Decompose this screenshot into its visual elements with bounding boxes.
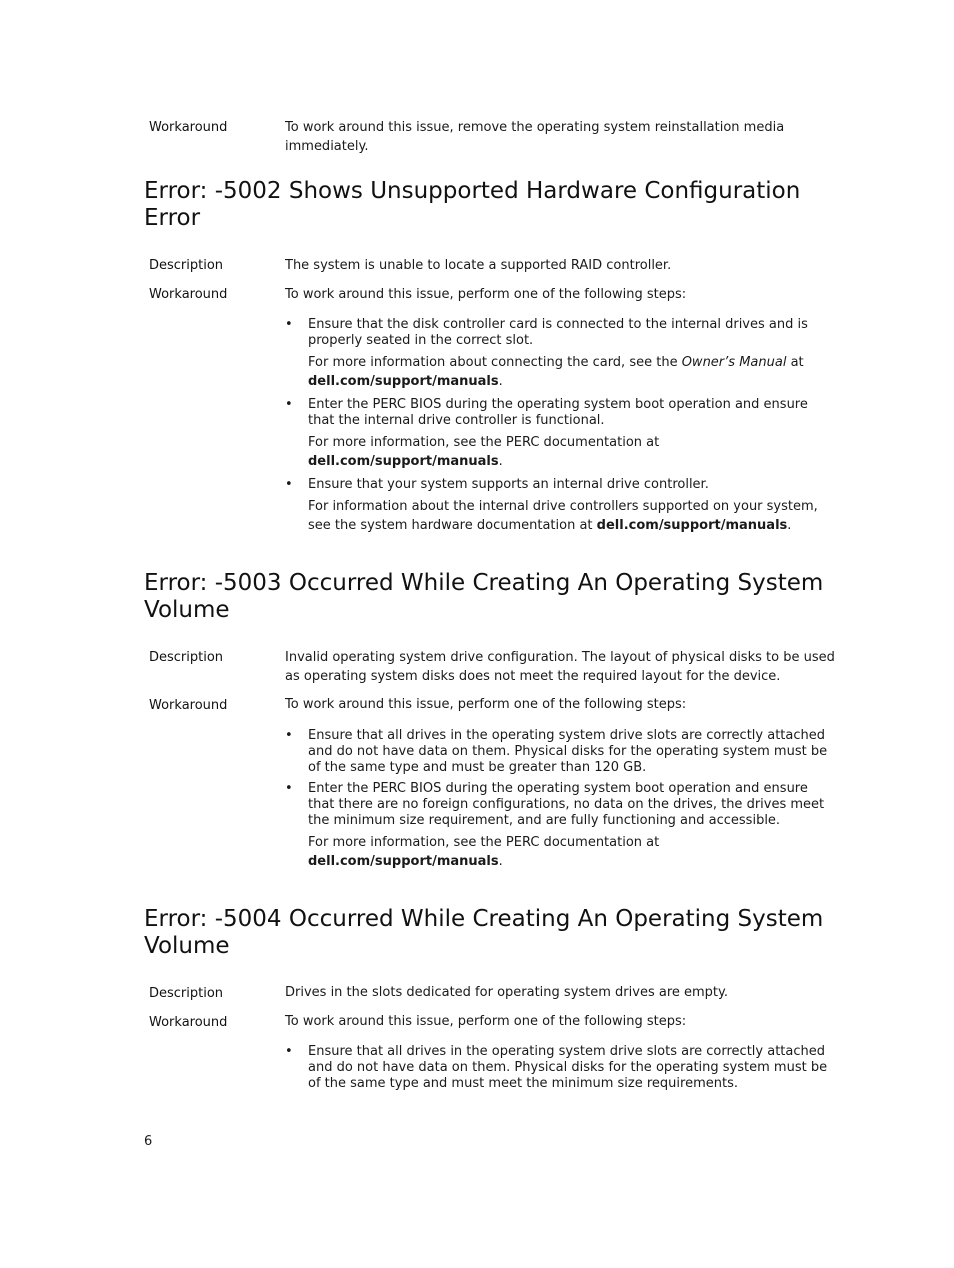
page-number: 6 bbox=[144, 1134, 153, 1149]
manuals-link[interactable]: dell.com/support/manuals bbox=[308, 454, 499, 469]
description-text: Invalid operating system drive configuration. The layout of physical disks to be used as operating system disks does not meet the required layout for the device. bbox=[285, 650, 835, 684]
section-5004-title: Error: -5004 Occurred While Creating An Operating System Volume bbox=[144, 906, 824, 959]
list-item-note: For more information, see the PERC documentation at dell.com/support/manuals. bbox=[308, 835, 660, 869]
list-item-text: Ensure that all drives in the operating system drive slots are correctly attached and do not have data on them. Physical disks for the operating system must be of the same type and must meet the minimum size requirements. bbox=[308, 1044, 828, 1091]
bullet-icon: • bbox=[285, 477, 293, 492]
list-item-note: For more information about connecting the card, see the Owner’s Manual at dell.com/support/manuals. bbox=[308, 355, 804, 389]
list-item-note: For more information, see the PERC documentation at dell.com/support/manuals. bbox=[308, 435, 660, 469]
description-label: Description bbox=[149, 986, 224, 1001]
list-item-text: Ensure that your system supports an internal drive controller. bbox=[308, 477, 709, 492]
description-label: Description bbox=[149, 650, 224, 665]
list-item-text: Enter the PERC BIOS during the operating system boot operation and ensure that the internal drive controller is functional. bbox=[308, 397, 808, 428]
bullet-icon: • bbox=[285, 781, 293, 796]
list-item-text: Ensure that the disk controller card is connected to the internal drives and is properly seated in the correct slot. bbox=[308, 317, 808, 348]
workaround-label: Workaround bbox=[149, 1015, 228, 1030]
description-text: The system is unable to locate a supported RAID controller. bbox=[285, 258, 672, 273]
workaround-text: To work around this issue, perform one of the following steps: bbox=[285, 287, 687, 302]
section-5003-title: Error: -5003 Occurred While Creating An Operating System Volume bbox=[144, 570, 824, 623]
section-5002-title: Error: -5002 Shows Unsupported Hardware Configuration Error bbox=[144, 178, 801, 231]
list-item-note: For information about the internal drive controllers supported on your system, see the system hardware documentation at dell.com/support/manuals. bbox=[308, 499, 818, 533]
bullet-icon: • bbox=[285, 728, 293, 743]
manuals-link[interactable]: dell.com/support/manuals bbox=[308, 854, 499, 869]
workaround-label: Workaround bbox=[149, 698, 228, 713]
list-item-text: Ensure that all drives in the operating system drive slots are correctly attached and do not have data on them. Physical disks for the operating system must be of the same type and must be greater than 120 GB. bbox=[308, 728, 828, 775]
description-text: Drives in the slots dedicated for operating system drives are empty. bbox=[285, 985, 728, 1000]
manuals-link[interactable]: dell.com/support/manuals bbox=[308, 374, 499, 389]
bullet-icon: • bbox=[285, 1044, 293, 1059]
description-label: Description bbox=[149, 258, 224, 273]
workaround-text: To work around this issue, perform one of the following steps: bbox=[285, 1014, 687, 1029]
workaround-label: Workaround bbox=[149, 120, 228, 135]
manuals-link[interactable]: dell.com/support/manuals bbox=[596, 518, 788, 533]
workaround-text: To work around this issue, remove the operating system reinstallation media immediately. bbox=[285, 120, 785, 154]
list-item-text: Enter the PERC BIOS during the operating system boot operation and ensure that there are no foreign configurations, no data on the drives, the drives meet the minimum size requirement, and are fully functioning and accessible. bbox=[308, 781, 825, 828]
workaround-label: Workaround bbox=[149, 287, 228, 302]
bullet-icon: • bbox=[285, 397, 293, 412]
workaround-text: To work around this issue, perform one of the following steps: bbox=[285, 697, 687, 712]
bullet-icon: • bbox=[285, 317, 293, 332]
